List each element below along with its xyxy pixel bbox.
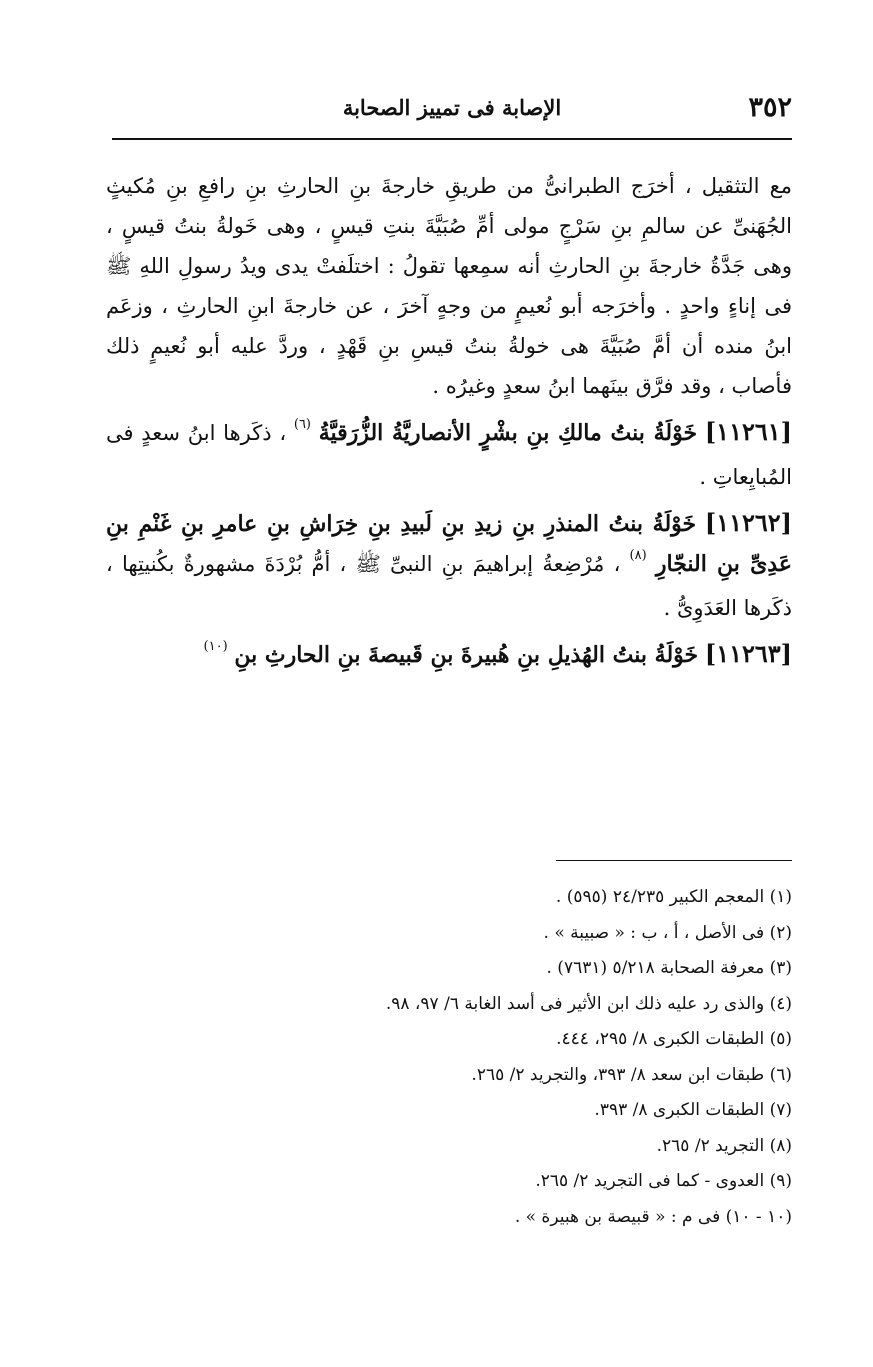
- entry-text: ، مُرْضِعةُ إبراهيمَ بنِ النبىِّ ﷺ ، أمُّ بُرْدَةَ مشهورةٌ بكُنيتِها ، ذكَرها العَدَوِىُّ .: [106, 552, 792, 620]
- footnote-3: (٣) معرفة الصحابة ٥/٢١٨ (٧٦٣١) .: [546, 958, 792, 978]
- footnote-7: (٧) الطبقات الكبرى ٨/ ٣٩٣.: [594, 1100, 792, 1120]
- entry-11263: [106, 634, 792, 679]
- footnote-2: (٢) فى الأصل ، أ ، ب : « صبيبة » .: [543, 922, 792, 943]
- footnote-rule: [556, 860, 792, 861]
- footnote-6: (٦) طبقات ابن سعد ٨/ ٣٩٣، والتجريد ٢/ ٢٦٥.: [471, 1064, 792, 1085]
- entry-name: خَوْلَةُ بنتُ مالكِ بنِ بشْرٍ الأنصاريَّةُ الزُّرَقيَّةُ: [318, 420, 698, 446]
- page-number: ٣٥٢: [748, 92, 792, 123]
- footnote-5: (٥) الطبقات الكبرى ٨/ ٢٩٥، ٤٤٤.: [556, 1029, 792, 1049]
- entry-text: ، ذكَرها ابنُ سعدٍ فى المُبايِعاتِ .: [106, 421, 792, 489]
- footnotes: [240, 880, 792, 1235]
- entry-name: خَوْلَةُ بنتُ المنذرِ بنِ زيدِ بنِ لَبيدِ بنِ خِرَاشِ بنِ عامرِ بنِ غَنْمِ بنِ عَدِىِّ بنِ النجّارِ: [106, 511, 792, 577]
- footnote-4: (٤) والذى رد عليه ذلك ابن الأثير فى أسد الغابة ٦/ ٩٧، ٩٨.: [385, 993, 792, 1014]
- entry-number: [١١٢٦١]: [704, 417, 792, 446]
- footnote-9: (٩) العدوى - كما فى التجريد ٢/ ٢٦٥.: [535, 1171, 792, 1191]
- main-text: [106, 166, 792, 679]
- footnote-10: (١٠ - ١٠) فى م : « قبيصة بن هبيرة » .: [514, 1206, 792, 1227]
- entry-number: [١١٢٦٢]: [704, 508, 792, 537]
- footnote-ref: (٦): [293, 417, 311, 432]
- entry-11262: [106, 503, 792, 628]
- running-title: الإصابة فى تمييز الصحابة: [342, 95, 562, 120]
- footnote-1: (١) المعجم الكبير ٢٤/٢٣٥ (٥٩٥) .: [555, 887, 792, 907]
- footnote-8: (٨) التجريد ٢/ ٢٦٥.: [656, 1135, 792, 1156]
- entry-number: [١١٢٦٣]: [704, 639, 792, 668]
- running-header: [112, 88, 792, 128]
- header-rule: [112, 138, 792, 140]
- entry-name: خَوْلَةُ بنتُ الهُذيلِ بنِ هُبيرةَ بنِ قَبيصةَ بنِ الحارثِ بنِ: [234, 642, 699, 668]
- footnote-ref: (٨): [629, 548, 647, 563]
- footnote-ref: (١٠): [203, 639, 228, 654]
- intro-paragraph: مع التثقيل ، أخرَج الطبرانىُّ من طريقِ خارجةَ بنِ الحارثِ بنِ رافعِ بنِ مُكيثٍ الجُهَنىِّ عن سالمِ بنِ سَرْجٍ مولى أمِّ صُبَيَّةَ بنتِ قيسٍ ، وهى خَولةُ بنتُ قيسٍ ، وهى جَدَّةُ خارجةَ بنِ الحارثِ أنه سمِعها تقولُ : اختلَفتْ يدى ويدُ رسولِ اللهِ ﷺ فى إناءٍ واحدٍ . وأخرَجه أبو نُعيمٍ من وجهٍ آخرَ ، عن خارجةَ ابنِ الحارثِ ، وزعَم ابنُ منده أن أمَّ صُبَيَّةَ هى خولةُ بنتُ قيسِ بنِ قَهْدٍ ، وردَّ عليه أبو نُعيمٍ ذلك فأصاب ، وقد فرَّق بينَهما ابنُ سعدٍ وغيرُه .: [106, 174, 792, 398]
- entry-11261: [106, 412, 792, 497]
